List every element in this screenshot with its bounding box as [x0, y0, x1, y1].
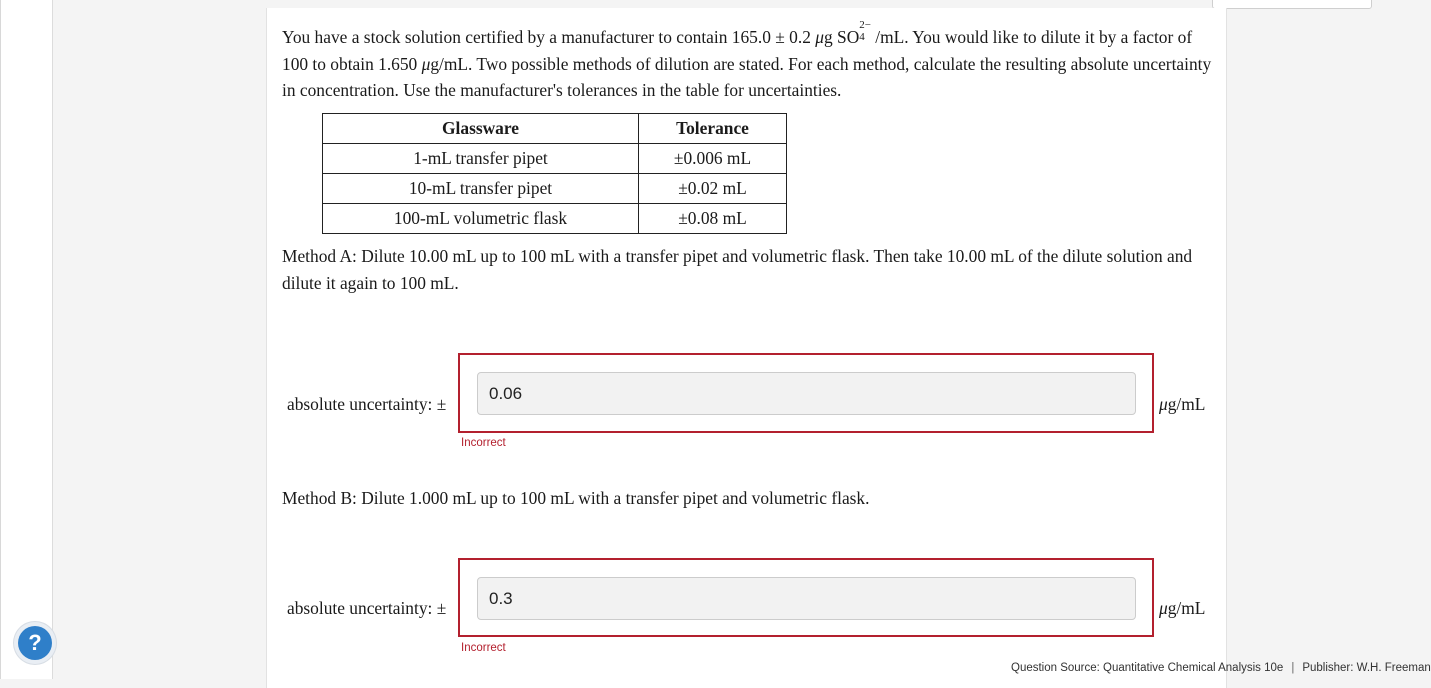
method-a-input[interactable]: 0.06	[477, 372, 1136, 415]
unit-text: g/mL	[1167, 394, 1206, 414]
question-unit-so: g SO	[823, 27, 860, 47]
footer-separator: |	[1291, 662, 1295, 674]
method-b-label: absolute uncertainty: ±	[287, 598, 447, 618]
table-row	[323, 174, 787, 204]
header-tolerance: Tolerance	[639, 114, 787, 144]
question-part3: g/mL. Two possible methods of dilution are stated. For each method, calculate the resulting absolute uncertainty in concentration. Use the manufacturer's tolerances in the table for uncertainties.	[282, 53, 1212, 100]
method-b-answer-box	[458, 558, 1154, 637]
tolerance-table	[322, 113, 787, 234]
method-b-text: Method B: Dilute 1.000 mL up to 100 mL with a transfer pipet and volumetric flask.	[282, 488, 870, 508]
left-gutter	[0, 0, 53, 679]
method-b-status: Incorrect	[461, 642, 506, 654]
question-mark-icon: ?	[18, 626, 52, 660]
mu-symbol: μ	[815, 27, 824, 47]
sulfate-charge: 2−	[859, 19, 871, 31]
help-button[interactable]	[14, 622, 56, 664]
unit-text: g/mL	[1167, 598, 1206, 618]
table-cell: 1-mL transfer pipet	[323, 144, 639, 174]
mu-symbol: μ	[1159, 394, 1168, 414]
publisher: Publisher: W.H. Freeman	[1302, 662, 1431, 674]
method-a-answer-box	[458, 353, 1154, 433]
table-cell: ±0.006 mL	[639, 144, 787, 174]
method-a-text: Method A: Dilute 10.00 mL up to 100 mL with a transfer pipet and volumetric flask. Then take 10.00 mL of the dilute solution and dilute it again to 100 mL.	[282, 246, 1193, 293]
header-glassware: Glassware	[323, 114, 639, 144]
footer-source	[1011, 662, 1431, 674]
question-text	[282, 19, 1217, 104]
method-b-unit	[1159, 598, 1205, 619]
table-cell: ±0.02 mL	[639, 174, 787, 204]
method-b-input[interactable]: 0.3	[477, 577, 1136, 620]
table-row	[323, 204, 787, 234]
table-cell: 100-mL volumetric flask	[323, 204, 639, 234]
top-right-control[interactable]	[1212, 0, 1372, 9]
table-cell: ±0.08 mL	[639, 204, 787, 234]
table-header-row	[323, 114, 787, 144]
mu-symbol-2: μ	[421, 53, 431, 74]
question-part2: /mL. You would like to dilute it by a factor of 100 to obtain 1.650	[282, 27, 1193, 74]
table-cell: 10-mL transfer pipet	[323, 174, 639, 204]
left-border	[0, 0, 1, 679]
sulfate-ion-scripts	[859, 19, 875, 43]
question-source: Question Source: Quantitative Chemical Analysis 10e	[1011, 662, 1284, 674]
sulfate-subscript: 4	[859, 31, 865, 43]
method-a-label: absolute uncertainty: ±	[287, 394, 447, 414]
method-a-unit	[1159, 394, 1205, 415]
question-part1: You have a stock solution certified by a manufacturer to contain 165.0 ± 0.2	[282, 27, 811, 47]
method-a-status: Incorrect	[461, 437, 506, 449]
table-row	[323, 144, 787, 174]
mu-symbol: μ	[1159, 598, 1168, 618]
